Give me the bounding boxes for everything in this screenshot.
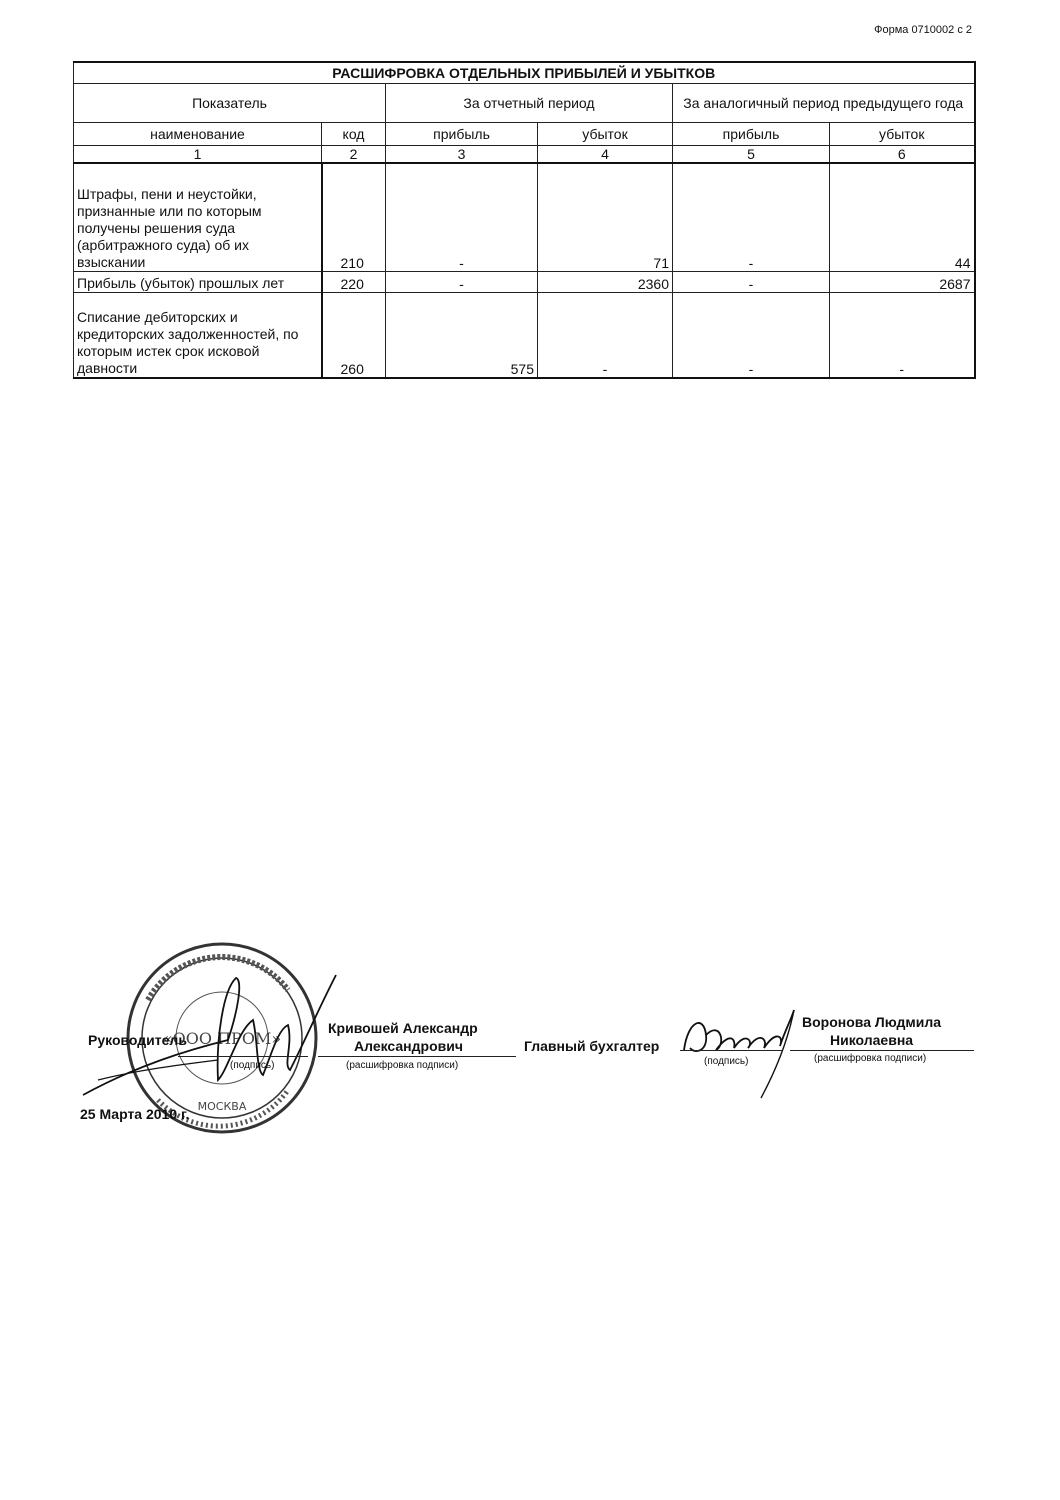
chief-accountant-name-line1: Воронова Людмила xyxy=(802,1014,941,1030)
row-profit-previous: - xyxy=(673,292,830,378)
row-name: Прибыль (убыток) прошлых лет xyxy=(74,271,322,292)
header-indicator: Показатель xyxy=(74,84,386,123)
column-number: 5 xyxy=(673,146,830,164)
form-code: Форма 0710002 с 2 xyxy=(874,24,972,36)
table-row xyxy=(74,271,975,292)
header-reporting-period: За отчетный период xyxy=(386,84,673,123)
row-loss-current: 2360 xyxy=(538,271,673,292)
column-number: 3 xyxy=(386,146,538,164)
header-profit-current: прибыль xyxy=(386,123,538,146)
svg-text:МОСКВА: МОСКВА xyxy=(197,1100,247,1113)
chief-accountant-name-line2: Николаевна xyxy=(830,1032,914,1048)
column-number: 1 xyxy=(74,146,322,164)
column-number: 6 xyxy=(830,146,975,164)
head-signature-caption: (подпись) xyxy=(230,1060,275,1071)
row-name: Штрафы, пени и неустойки, признанные или по которым получены решения суда (арбитражного суда) об их взыскании xyxy=(74,163,322,271)
header-loss-current: убыток xyxy=(538,123,673,146)
chief-accountant-label: Главный бухгалтер xyxy=(524,1038,660,1054)
row-profit-current: 575 xyxy=(386,292,538,378)
head-name-line2: Александрович xyxy=(354,1038,463,1054)
row-code: 220 xyxy=(322,271,386,292)
row-code: 210 xyxy=(322,163,386,271)
header-code: код xyxy=(322,123,386,146)
row-profit-previous: - xyxy=(673,271,830,292)
head-decode-caption: (расшифровка подписи) xyxy=(346,1060,459,1071)
header-loss-previous: убыток xyxy=(830,123,975,146)
column-number: 4 xyxy=(538,146,673,164)
head-label: Руководитель xyxy=(88,1032,187,1048)
row-profit-current: - xyxy=(386,271,538,292)
row-code: 260 xyxy=(322,292,386,378)
row-loss-previous: - xyxy=(830,292,975,378)
svg-text:«ООО ПРОМ»: «ООО ПРОМ» xyxy=(162,1029,282,1048)
header-previous-period: За аналогичный период предыдущего года xyxy=(673,84,975,123)
chief-decode-caption: (расшифровка подписи) xyxy=(814,1053,927,1064)
profit-loss-table xyxy=(73,61,976,379)
header-profit-previous: прибыль xyxy=(673,123,830,146)
row-loss-previous: 44 xyxy=(830,163,975,271)
row-name: Списание дебиторских и кредиторских задолженностей, по которым истек срок исковой давности xyxy=(74,292,322,378)
head-name-line1: Кривошей Александр xyxy=(328,1020,478,1036)
signing-date: 25 Марта 2010 г. xyxy=(80,1106,190,1122)
column-number: 2 xyxy=(322,146,386,164)
row-profit-previous: - xyxy=(673,163,830,271)
row-loss-current: - xyxy=(538,292,673,378)
table-row xyxy=(74,292,975,378)
chief-signature-caption: (подпись) xyxy=(704,1056,749,1067)
table-row xyxy=(74,163,975,271)
row-profit-current: - xyxy=(386,163,538,271)
table-title: РАСШИФРОВКА ОТДЕЛЬНЫХ ПРИБЫЛЕЙ И УБЫТКОВ xyxy=(74,62,975,84)
row-loss-previous: 2687 xyxy=(830,271,975,292)
row-loss-current: 71 xyxy=(538,163,673,271)
header-name: наименование xyxy=(74,123,322,146)
